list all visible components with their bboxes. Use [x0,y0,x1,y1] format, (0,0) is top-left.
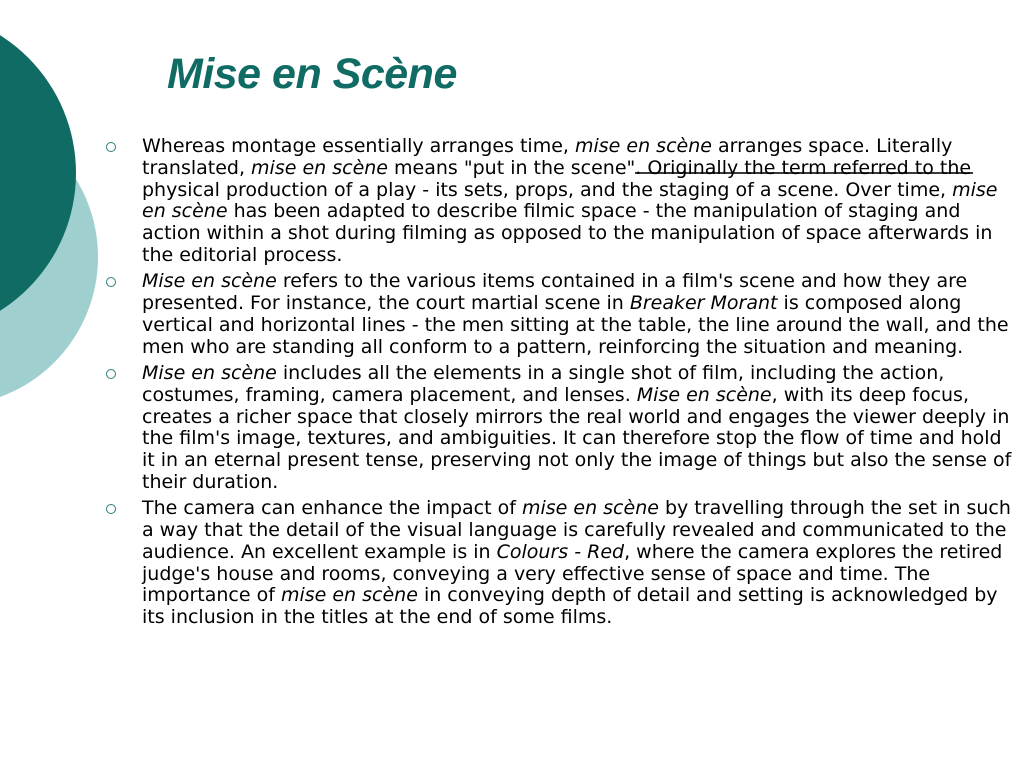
text-segment: in conveying depth of detail and setting is acknowledged by its inclusion in the titles at the end of some films. [142,584,998,629]
text-segment: , where the camera explores the retired judge's house and rooms, conveying a very effective sense of space and time. The importance of [142,540,1003,607]
bullet-item [106,363,1018,494]
text-segment: has been adapted to describe filmic space - the manipulation of staging and action within a shot during filming as opposed to the manipulation of space afterwards in the editorial process. [142,200,993,266]
bullet-text [142,135,998,266]
text-segment-italic: mise en scène [280,584,418,607]
bullet-item [106,136,1018,267]
bullet-text [142,497,1011,628]
text-segment-italic: mise en scène [251,156,388,179]
text-segment-italic: Mise en scène [142,361,277,384]
hollow-circle-bullet-icon [106,504,116,514]
text-segment-italic: mise en scène [521,497,659,520]
text-segment-italic: Colours - Red [496,540,625,563]
text-segment: by travelling through the set in such a way that the detail of the visual language is carefully revealed and communicated to the audience. An excellent example is in [142,497,1011,563]
text-segment-italic: mise en scène [142,178,998,223]
text-segment: arranges space. Literally translated, [142,135,953,179]
bullet-item [106,498,1018,629]
text-segment: is composed along vertical and horizontal lines - the men sitting at the table, the line around the wall, and the men who are standing all conform to a pattern, reinforcing the situation and meaning. [142,292,1009,358]
slide-title: Mise en Scène [167,50,457,98]
text-segment-italic: Breaker Morant [629,292,778,315]
text-segment: means "put in the scene". Originally the term referred to the physical production of a play - its sets, props, and the staging of a scene. Over time, [142,156,972,201]
text-segment-italic: mise en scène [574,135,712,157]
bullet-text [142,270,1009,357]
bullet-text [142,362,1011,493]
bullet-item [106,271,1018,358]
text-segment-italic: Mise en scène [142,270,277,293]
hollow-circle-bullet-icon [106,369,116,379]
text-segment: , with its deep focus, creates a richer space that closely mirrors the real world and engages the viewer deeply in the film's image, textures, and ambiguities. It can therefore stop the flow of time and hold it in an eternal present tense, preserving not only the image of things but also the sense of their duration. [142,383,1012,493]
bullet-list [106,136,1018,634]
text-segment: includes all the elements in a single shot of film, including the action, costumes, framing, camera placement, and lenses. [142,361,945,406]
text-segment: refers to the various items contained in a film's scene and how they are presented. For instance, the court martial scene in [142,270,968,315]
hollow-circle-bullet-icon [106,142,116,152]
text-segment: The camera can enhance the impact of [142,497,522,520]
text-segment-italic: Mise en scène [636,383,772,406]
text-segment: Whereas montage essentially arranges time, [142,135,575,157]
hollow-circle-bullet-icon [106,277,116,287]
